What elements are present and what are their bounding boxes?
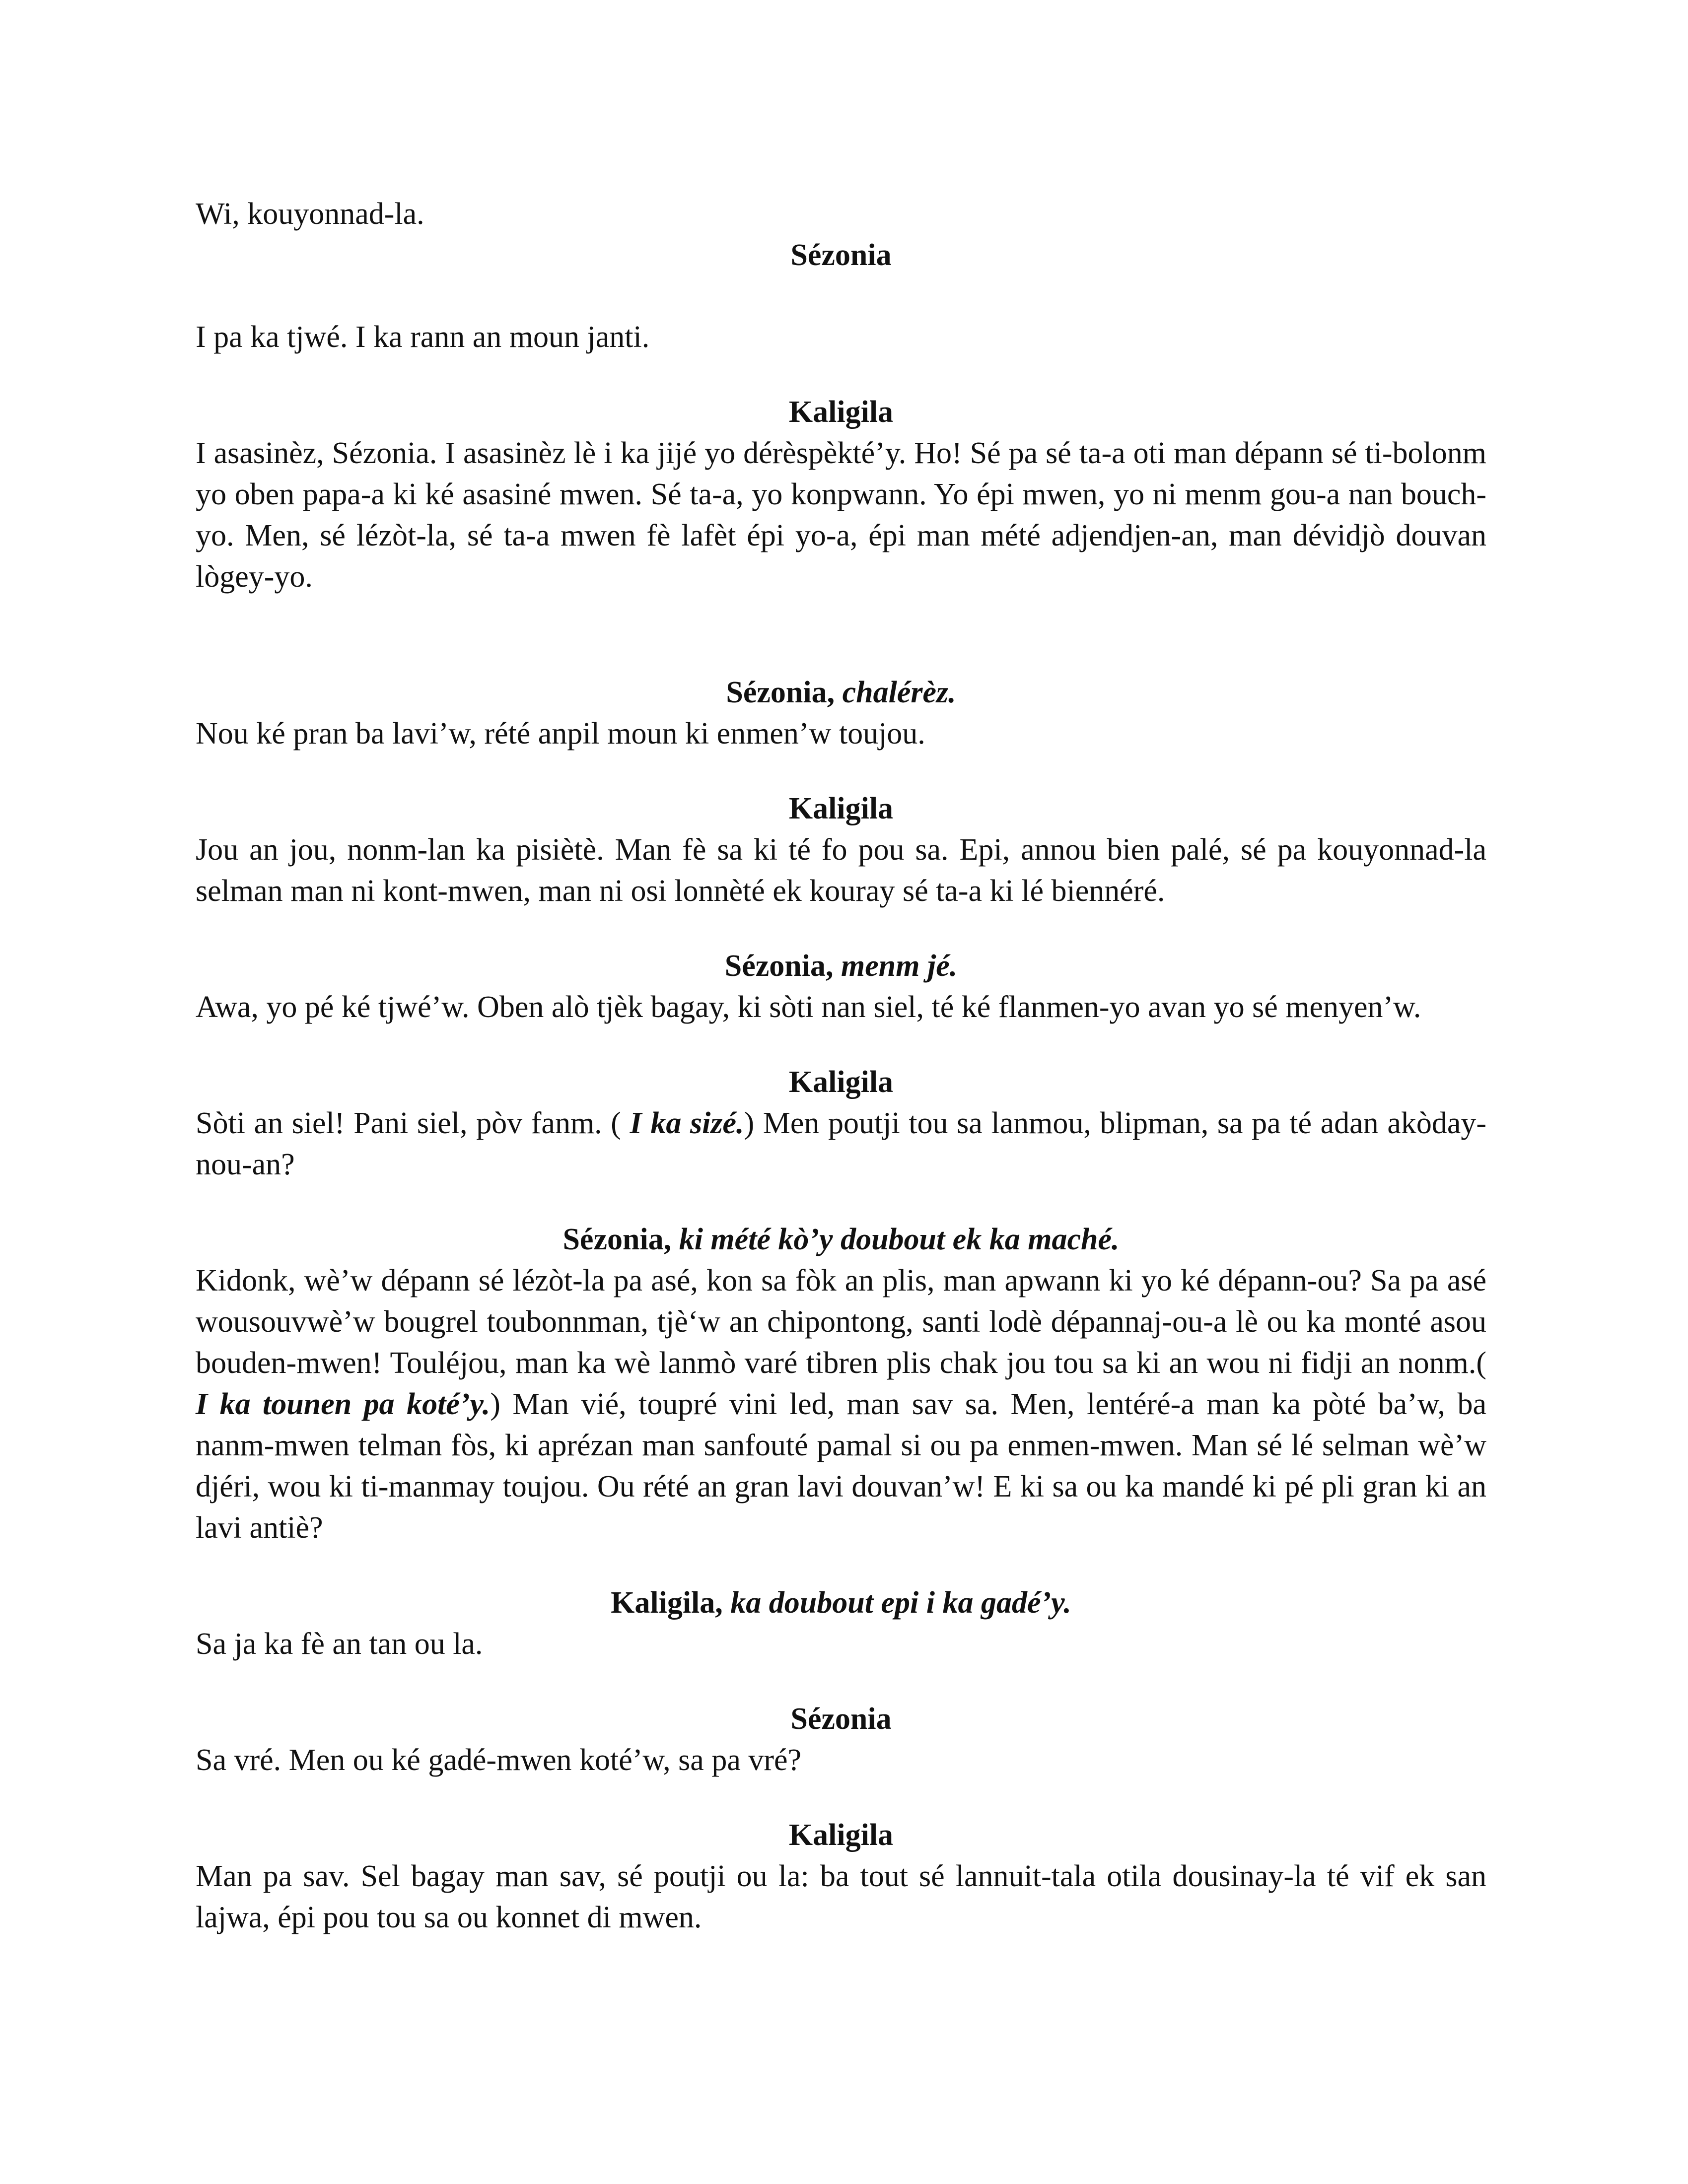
dialogue-text: Jou an jou, nonm-lan ka pisiètè. Man fè sa ki té fo pou sa. Epi, annou bien palé, sé pa kouyonnad-la selman man ni kont-mwen, man ni osi lonnèté ek kouray sé ta-a ki lé biennéré.: [196, 833, 1486, 908]
dialogue-block: [196, 1582, 1486, 1665]
inline-stage-direction: I ka tounen pa koté’y.: [196, 1387, 491, 1421]
dialogue-block: [196, 672, 1486, 754]
dialogue-text: Sòti an siel! Pani siel, pòv fanm. ( I ka sizé.) Men poutji tou sa lanmou, blipman, sa pa té adan akòday-nou-an?: [196, 1106, 1486, 1181]
stage-direction: menm jé.: [841, 949, 958, 983]
dialogue-block: [196, 235, 1486, 358]
dialogue-text: Man pa sav. Sel bagay man sav, sé poutji ou la: ba tout sé lannuit-tala otila dousinay-la té vif ek san lajwa, épi pou tou sa ou konnet di mwen.: [196, 1859, 1486, 1934]
dialogue-text: Kidonk, wè’w dépann sé lézòt-la pa asé, kon sa fòk an plis, man apwann ki yo ké dépann-ou? Sa pa asé wousouvwè’w bougrel toubonnman, tjè‘w an chipontong, santi lodè dépannaj-ou-a lè ou ka monté asou bouden-mwen! Touléjou, man ka wè lanmò varé tibren plis chak jou tou sa ki an wou ni fidji an nonm.( I ka tounen pa koté’y.) Man vié, toupré vini led, man sav sa. Men, lentéré-a man ka pòté ba’w, ba nanm-mwen telman fòs, ki aprézan man sanfouté pamal si ou pa enmen-mwen. Man sé lé selman wè’w djéri, wou ki ti-manmay toujou. Ou rété an gran lavi douvan’w! E ki sa ou ka mandé ki pé pli gran ki an lavi antiè?: [196, 1264, 1486, 1545]
speaker-name: Kaligila: [788, 792, 894, 825]
stage-direction: chalérèz.: [842, 676, 956, 709]
document-page: [196, 194, 1486, 1972]
dialogue-block: [196, 1699, 1486, 1781]
dialogue-text: Awa, yo pé ké tjwé’w. Oben alò tjèk bagay, ki sòti nan siel, té ké flanmen-yo avan yo sé menyen’w.: [196, 990, 1421, 1024]
dialogue-block: [196, 1219, 1486, 1549]
dialogue-text: Nou ké pran ba lavi’w, rété anpil moun ki enmen’w toujou.: [196, 717, 925, 751]
dialogue-block: [196, 788, 1486, 912]
dialogue-text: Sa ja ka fè an tan ou la.: [196, 1627, 483, 1661]
stage-direction: ka doubout epi i ka gadé’y.: [730, 1586, 1071, 1620]
dialogue-text: I pa ka tjwé. I ka rann an moun janti.: [196, 320, 650, 354]
speaker-name: Sézonia, ki mété kò’y doubout ek ka maché.: [563, 1223, 1120, 1256]
speaker-name: Kaligila: [788, 1065, 894, 1099]
inline-stage-direction: I ka sizé.: [630, 1106, 744, 1140]
speaker-name: Sézonia: [790, 1702, 892, 1736]
dialogue-text: I asasinèz, Sézonia. I asasinèz lè i ka jijé yo dérèspèkté’y. Ho! Sé pa sé ta-a oti man dépann sé ti-bolonm yo oben papa-a ki ké asasiné mwen. Sé ta-a, yo konpwann. Yo épi mwen, yo ni menm gou-a nan bouch-yo. Men, sé lézòt-la, sé ta-a mwen fè lafèt épi yo-a, épi man mété adjendjen-an, man dévidjò douvan lògey-yo.: [196, 436, 1486, 594]
speaker-name: Sézonia, menm jé.: [724, 949, 958, 983]
dialogue-block: [196, 946, 1486, 1028]
dialogue-block: [196, 1062, 1486, 1185]
speaker-name: Kaligila, ka doubout epi i ka gadé’y.: [611, 1586, 1071, 1620]
speaker-name: Sézonia, chalérèz.: [726, 676, 956, 709]
dialogue-block: [196, 392, 1486, 598]
speaker-name: Sézonia: [790, 238, 892, 272]
speaker-name: Kaligila: [788, 1818, 894, 1852]
intro-line: Wi, kouyonnad-la.: [196, 197, 424, 231]
dialogue-block: [196, 1815, 1486, 1938]
stage-direction: ki mété kò’y doubout ek ka maché.: [679, 1223, 1120, 1256]
dialogue-text: Sa vré. Men ou ké gadé-mwen koté’w, sa pa vré?: [196, 1743, 802, 1777]
speaker-name: Kaligila: [788, 395, 894, 429]
